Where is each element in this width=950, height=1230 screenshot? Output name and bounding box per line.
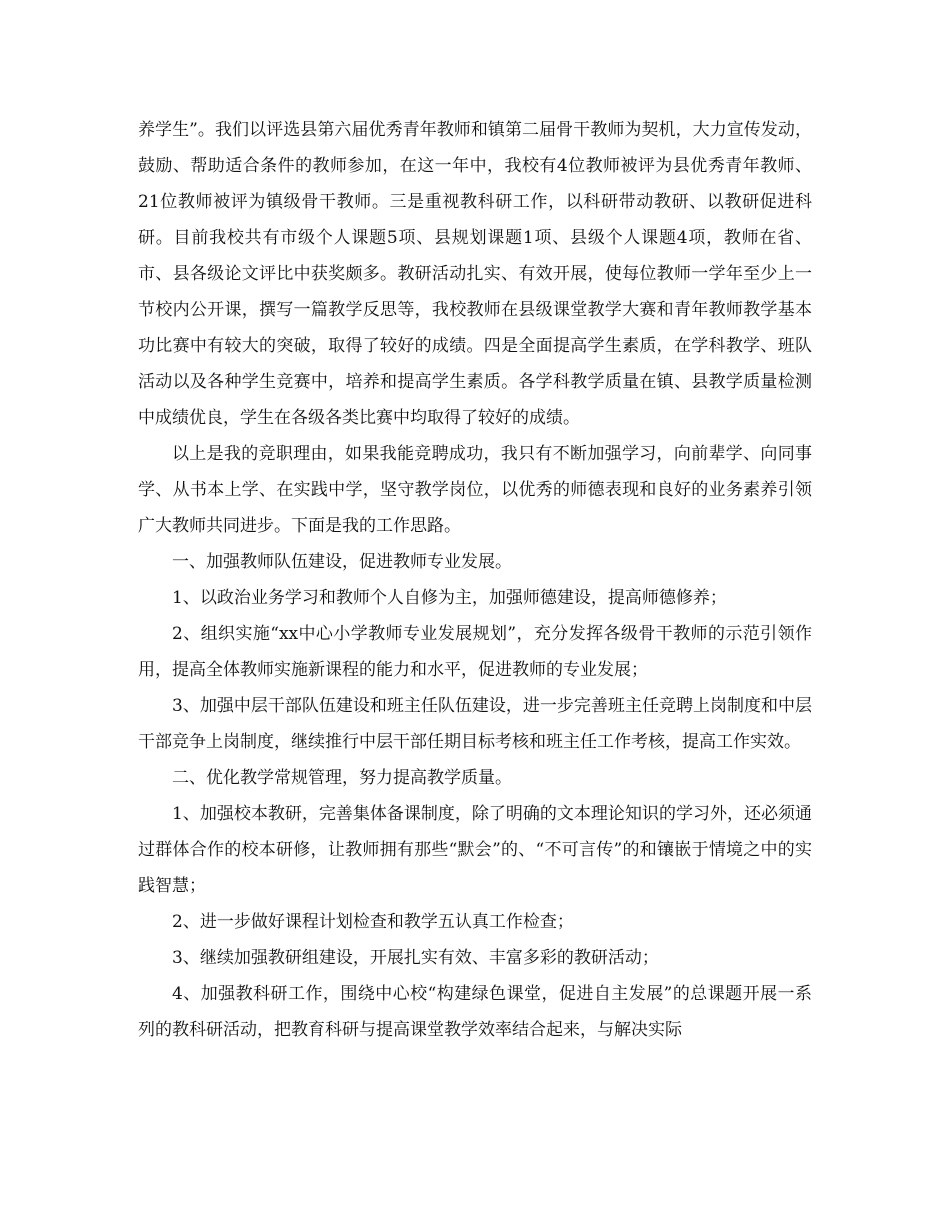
- list-item: 2、组织实施“xx中心小学教师专业发展规划”，充分发挥各级骨干教师的示范引领作用，提高全体教师实施新课程的能力和水平，促进教师的专业发展；: [138, 624, 812, 680]
- list-item: 1、加强校本教研，完善集体备课制度，除了明确的文本理论知识的学习外，还必须通过群体合作的校本研修，让教师拥有那些“默会”的、“不可言传”的和镶嵌于情境之中的实践智慧；: [138, 804, 812, 896]
- list-item: 4、加强教科研工作，围绕中心校“构建绿色课堂，促进自主发展”的总课题开展一系列的教科研活动，把教育科研与提高课堂教学效率结合起来，与解决实际: [138, 984, 812, 1040]
- list-item: 3、加强中层干部队伍建设和班主任队伍建设，进一步完善班主任竞聘上岗制度和中层干部竞争上岗制度，继续推行中层干部任期目标考核和班主任工作考核，提高工作实效。: [138, 696, 812, 752]
- section-heading: 一、加强教师队伍建设，促进教师专业发展。: [172, 552, 512, 572]
- list-item: 2、进一步做好课程计划检查和教学五认真工作检查；: [172, 912, 574, 932]
- list-item: 3、继续加强教研组建设，开展扎实有效、丰富多彩的教研活动；: [172, 948, 659, 968]
- paragraph: 养学生”。我们以评选县第六届优秀青年教师和镇第二届骨干教师为契机，大力宣传发动，鼓励、帮助适合条件的教师参加，在这一年中，我校有4位教师被评为县优秀青年教师、21位教师被评为镇级骨干教师。三是重视教科研工作，以科研带动教研、以教研促进科研。目前我校共有市级个人课题5项、县规划课题1项、县级个人课题4项，教师在省、市、县各级论文评比中获奖颇多。教研活动扎实、有效开展，使每位教师一学年至少上一节校内公开课，撰写一篇教学反思等，我校教师在县级课堂教学大赛和青年教师教学基本功比赛中有较大的突破，取得了较好的成绩。四是全面提高学生素质，在学科教学、班队活动以及各种学生竞赛中，培养和提高学生素质。各学科教学质量在镇、县教学质量检测中成绩优良，学生在各级各类比赛中均取得了较好的成绩。: [138, 120, 812, 428]
- section-heading: 二、优化教学常规管理，努力提高教学质量。: [172, 768, 512, 788]
- document-body: [138, 112, 812, 1048]
- list-item: 1、以政治业务学习和教师个人自修为主，加强师德建设，提高师德修养；: [172, 588, 727, 608]
- paragraph: 以上是我的竞职理由，如果我能竞聘成功，我只有不断加强学习，向前辈学、向同事学、从书本上学、在实践中学，坚守教学岗位，以优秀的师德表现和良好的业务素养引领广大教师共同进步。下面是我的工作思路。: [138, 444, 812, 536]
